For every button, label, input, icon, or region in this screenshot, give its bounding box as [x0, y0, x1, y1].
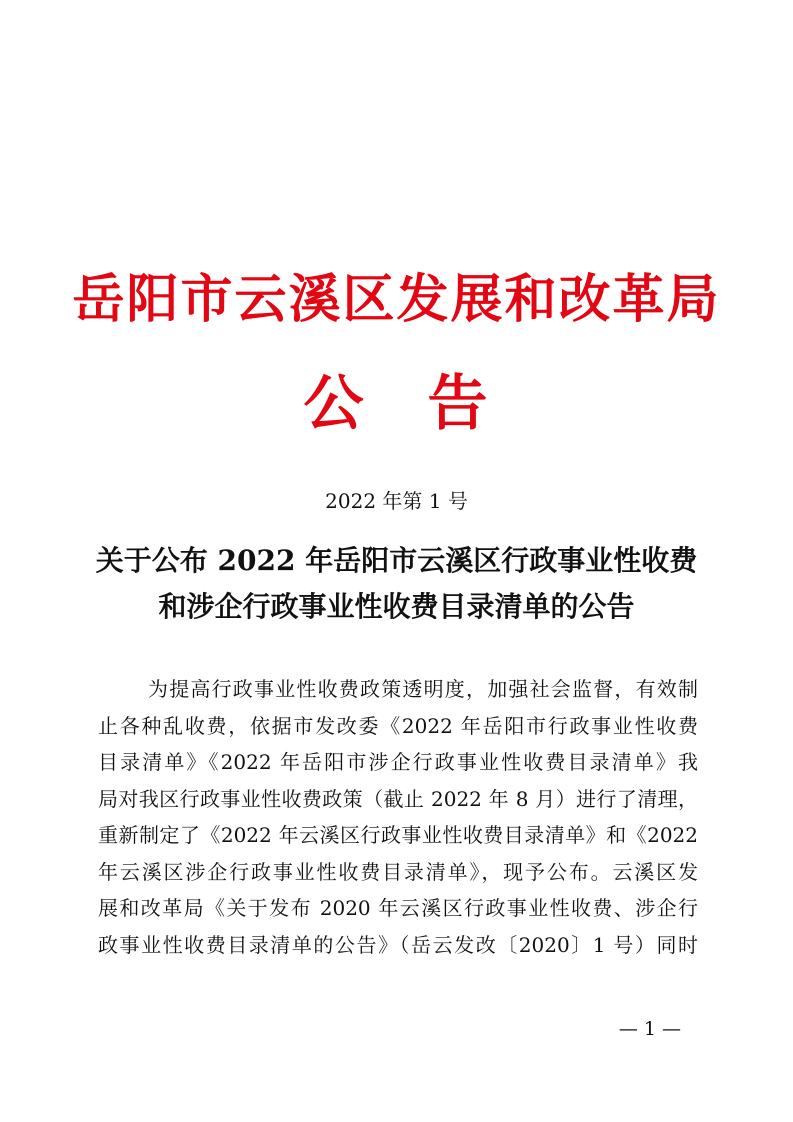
- document-type-char-2: 告: [427, 369, 490, 439]
- document-number: 2022 年第 1 号: [325, 489, 468, 513]
- body-line: 止各种乱收费，依据市发改委《2022 年岳阳市行政事业性收费: [98, 713, 698, 738]
- body-line: 局对我区行政事业性收费政策（截止 2022 年 8 月）进行了清理，: [98, 786, 698, 811]
- issuing-organization-title: 岳阳市云溪区发展和改革局: [72, 269, 721, 330]
- page-number-text: — 1 —: [618, 1018, 681, 1040]
- body-line: 年云溪区涉企行政事业性收费目录清单》，现予公布。云溪区发: [98, 859, 698, 884]
- document-type-heading: [0, 368, 793, 440]
- notice-title-line: 和涉企行政事业性收费目录清单的公告: [158, 590, 635, 623]
- body-paragraph: [98, 671, 698, 963]
- page-number: [0, 1016, 793, 1042]
- notice-title: [0, 538, 793, 630]
- body-line: 目录清单》《2022 年岳阳市涉企行政事业性收费目录清单》我: [98, 750, 698, 774]
- body-line: 展和改革局《关于发布 2020 年云溪区行政事业性收费、涉企行: [98, 896, 698, 920]
- notice-title-line: 关于公布 2022 年岳阳市云溪区行政事业性收费: [95, 544, 698, 577]
- body-line: 为提高行政事业性收费政策透明度，加强社会监督，有效制: [148, 677, 698, 701]
- body-line: 政事业性收费目录清单的公告》（岳云发改〔2020〕1 号）同时: [98, 932, 698, 957]
- document-type-char-1: 公: [303, 369, 366, 439]
- body-line: 重新制定了《2022 年云溪区行政事业性收费目录清单》和《2022: [98, 823, 698, 847]
